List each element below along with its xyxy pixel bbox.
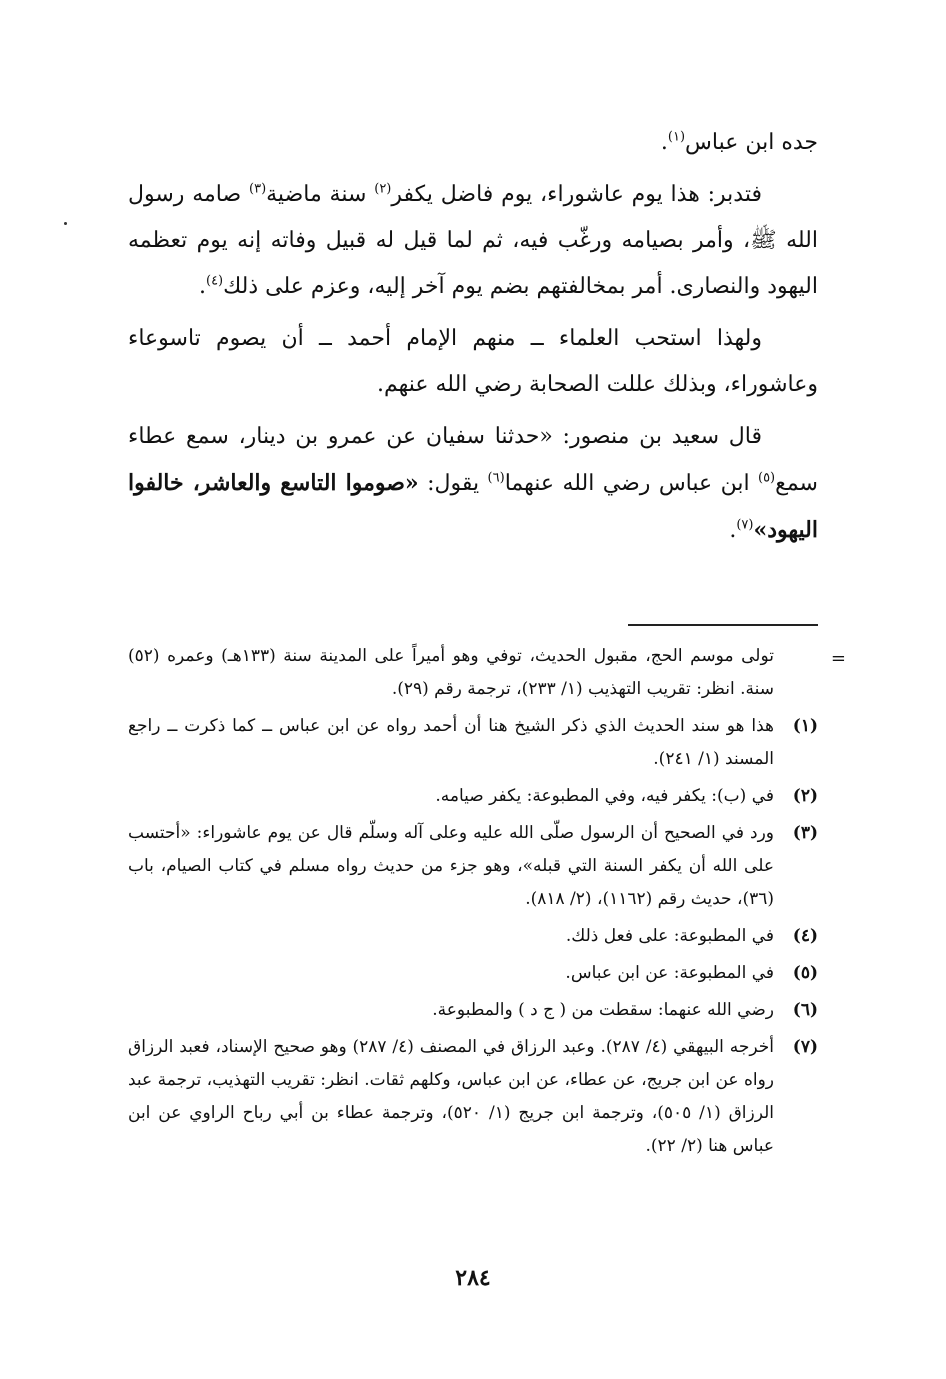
hadith-quote: «صوموا التاسع والعاشر، خالفوا اليهود»: [128, 470, 818, 543]
footnote-text: في (ب): يكفر فيه، وفي المطبوعة: يكفر صيامه.: [435, 786, 774, 806]
paragraph-2-end: .: [198, 274, 206, 299]
paragraph-1: [128, 120, 818, 166]
footnote-text: في المطبوعة: عن ابن عباس.: [565, 963, 774, 983]
paragraph-4-text-c: يقول:: [418, 471, 488, 496]
footnote-3: [128, 817, 818, 916]
footnote-continuation: [128, 640, 818, 706]
paragraph-4: [128, 414, 818, 554]
paragraph-2-text-a: فتدبر: هذا يوم عاشوراء، يوم فاضل يكفر: [391, 182, 762, 207]
footnote-ref-1: (١): [667, 129, 686, 145]
paragraph-1-text: جده ابن عباس: [685, 130, 818, 155]
footnote-2: [128, 780, 818, 813]
footnote-text: هذا هو سند الحديث الذي ذكر الشيخ هنا أن أحمد رواه عن ابن عباس ــ كما ذكرت ــ راجع المسند (١/ ٢٤١).: [128, 716, 774, 769]
footnote-number: (٢): [792, 786, 818, 806]
footnote-number: (٦): [792, 1000, 818, 1020]
footnote-7: [128, 1031, 818, 1163]
footnote-ref-6: (٦): [487, 470, 505, 486]
footnote-ref-7: (٧): [736, 517, 754, 533]
footnote-number: (٧): [792, 1037, 818, 1057]
footnote-text: رضي الله عنهما: سقطت من ( ج د ) والمطبوعة.: [432, 1000, 774, 1020]
footnote-number: [774, 640, 818, 706]
paragraph-3: ولهذا استحب العلماء ــ منهم الإمام أحمد ــ أن يصوم تاسوعاء وعاشوراء، وبذلك عللت الصحابة رضي الله عنهم.: [128, 326, 818, 397]
footnote-number: (٣): [792, 823, 818, 843]
footnote-separator: [628, 624, 818, 626]
margin-mark: [64, 222, 67, 225]
paragraph-1-end: .: [660, 130, 668, 155]
footnotes: [128, 640, 818, 1167]
page-number: ٢٨٤: [455, 1265, 491, 1291]
footnote-text: في المطبوعة: على فعل ذلك.: [565, 926, 774, 946]
footnote-ref-5: (٥): [757, 470, 776, 486]
footnote-text: أخرجه البيهقي (٤/ ٢٨٧). وعبد الرزاق في المصنف (٤/ ٢٨٧) وهو صحيح الإسناد، فعبد الرزاق رواه عن ابن جريج، عن عطاء، عن ابن عباس، وكلهم ثقات. انظر: تقريب التهذيب، ترجمة عبد الرزاق (١/ ٥٠٥)، وترجمة ابن جريج (١/ ٥٢٠)، وترجمة عطاء بن أبي رباح الراوي عن ابن عباس هنا (٢/ ٢٢).: [128, 1037, 774, 1156]
paragraph-2: [128, 172, 818, 310]
paragraph-2-text-b: سنة ماضية: [266, 182, 375, 207]
paragraph-4-text-b: ابن عباس رضي الله عنهما: [504, 471, 758, 496]
footnote-ref-4: (٤): [205, 273, 224, 289]
paragraph-4-text-a: قال سعيد بن منصور: «حدثنا سفيان عن عمرو بن دينار، سمع عطاء سمع: [128, 424, 818, 496]
footnote-ref-3: (٣): [249, 181, 267, 197]
paragraph-2-text-c: صامه رسول الله ﷺ، وأمر بصيامه ورغّب فيه، ثم لما قيل له قبيل وفاته إنه يوم تعظمه اليهود والنصارى. أمر بمخالفتهم بضم يوم آخر إليه، وعزم على ذلك: [128, 182, 818, 299]
footnote-ref-2: (٢): [374, 181, 392, 197]
footnote-text: ورد في الصحيح أن الرسول صلّى الله عليه وعلى آله وسلّم قال عن يوم عاشوراء: «أحتسب على الله أن يكفر السنة التي قبله»، وهو جزء من حديث رواه مسلم في كتاب الصيام، باب (٣٦)، حديث رقم (١١٦٢)، (٢/ ٨١٨).: [128, 823, 774, 909]
footnote-5: [128, 957, 818, 990]
footnote-text: تولى موسم الحج، مقبول الحديث، توفي وهو أميراً على المدينة سنة (١٣٣هـ) وعمره (٥٢) سنة. انظر: تقريب التهذيب (١/ ٢٣٣)، ترجمة رقم (٢٩).: [128, 646, 774, 699]
footnote-1: [128, 710, 818, 776]
footnote-4: [128, 920, 818, 953]
footnote-number: (٥): [792, 963, 818, 983]
paragraph-4-end: .: [729, 518, 737, 543]
continuation-mark: =: [830, 648, 846, 669]
footnote-6: [128, 994, 818, 1027]
main-text: [128, 120, 818, 560]
footnote-number: (١): [792, 716, 818, 736]
footnote-number: (٤): [792, 926, 818, 946]
